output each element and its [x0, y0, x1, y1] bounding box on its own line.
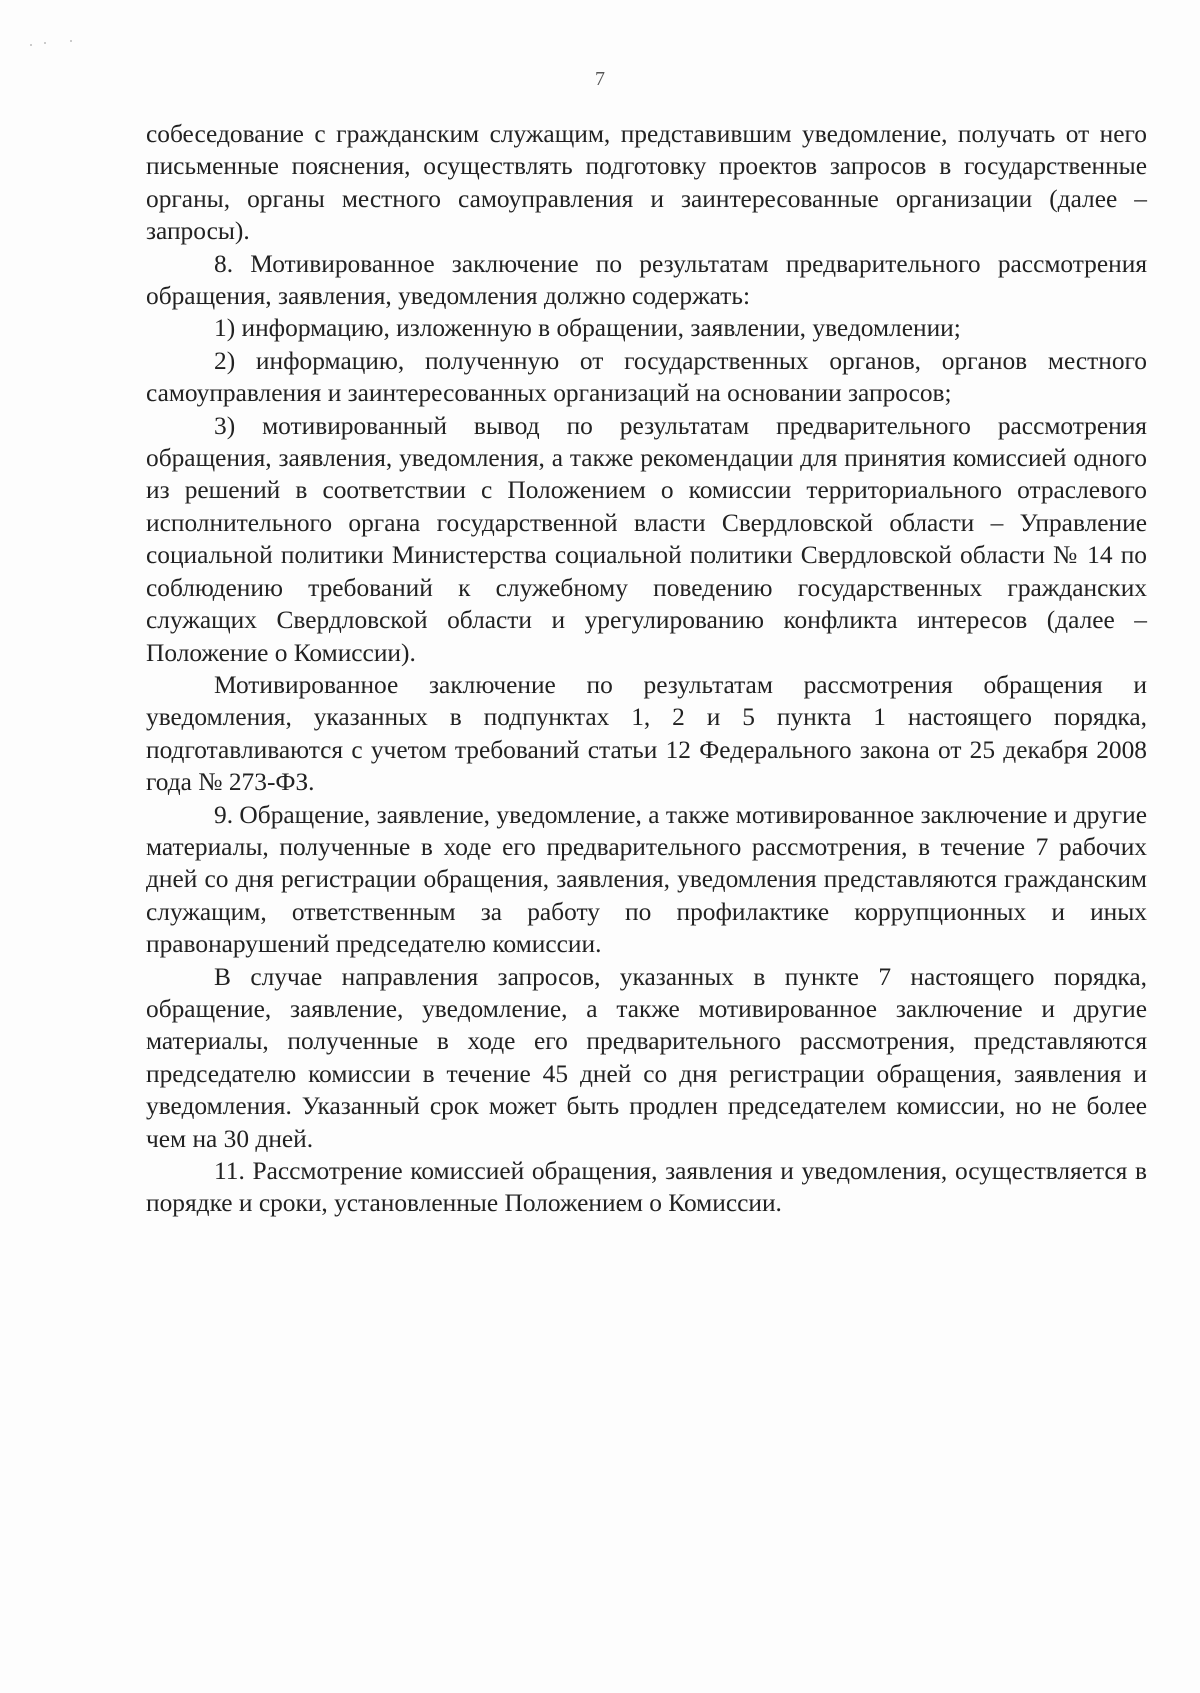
paragraph-item-8-note: Мотивированное заключение по результатам рассмотрения обращения и уведомления, указанных в подпунктах 1, 2 и 5 пункта 1 настоящего порядка, подготавливаются с учетом требований статьи 12 Федерального закона от 25 декабря 2008 года № 273-ФЗ.: [146, 670, 1147, 797]
paragraph-item-9-note: В случае направления запросов, указанных в пункте 7 настоящего порядка, обращение, заявление, уведомление, а также мотивированное заключение и другие материалы, полученные в ходе его предварительного рассмотрения, представляются председателю комиссии в течение 45 дней со дня регистрации обращения, заявления и уведомления. Указанный срок может быть продлен председателем комиссии, но не более чем на 30 дней.: [146, 962, 1147, 1153]
paragraph-continued: собеседование с гражданским служащим, представившим уведомление, получать от него письменные пояснения, осуществлять подготовку проектов запросов в государственные органы, органы местного самоуправления и заинтересованные организации (далее – запросы).: [146, 120, 1147, 246]
paragraph-item-8: 8. Мотивированное заключение по результатам предварительного рассмотрения обращения, заявления, уведомления должно содержать:: [146, 249, 1147, 311]
paragraph-item-8-1: 1) информацию, изложенную в обращении, заявлении, уведомлении;: [214, 314, 961, 343]
paragraph-item-8-3: 3) мотивированный вывод по результатам предварительного рассмотрения обращения, заявления, уведомления, а также рекомендации для принятия комиссией одного из решений в соответствии с Положением о комиссии территориального отраслевого исполнительного органа государственной власти Свердловской области – Управление социальной политики Министерства социальной политики Свердловской области № 14 по соблюдению требований к служебному поведению государственных гражданских служащих Свердловской области и урегулированию конфликта интересов (далее – Положение о Комиссии).: [146, 411, 1147, 667]
document-body: [146, 118, 1147, 1220]
page-number: 7: [595, 68, 605, 90]
paragraph-item-9: 9. Обращение, заявление, уведомление, а также мотивированное заключение и другие материалы, полученные в ходе его предварительного рассмотрения, в течение 7 рабочих дней со дня регистрации обращения, заявления, уведомления представляются гражданским служащим, ответственным за работу по профилактике коррупционных и иных правонарушений председателю комиссии.: [146, 800, 1147, 959]
paragraph-item-8-2: 2) информацию, полученную от государственных органов, органов местного самоуправления и заинтересованных организаций на основании запросов;: [146, 346, 1147, 408]
paragraph-item-11: 11. Рассмотрение комиссией обращения, заявления и уведомления, осуществляется в порядке и сроки, установленные Положением о Комиссии.: [146, 1157, 1147, 1218]
scan-artifact: [30, 40, 90, 60]
